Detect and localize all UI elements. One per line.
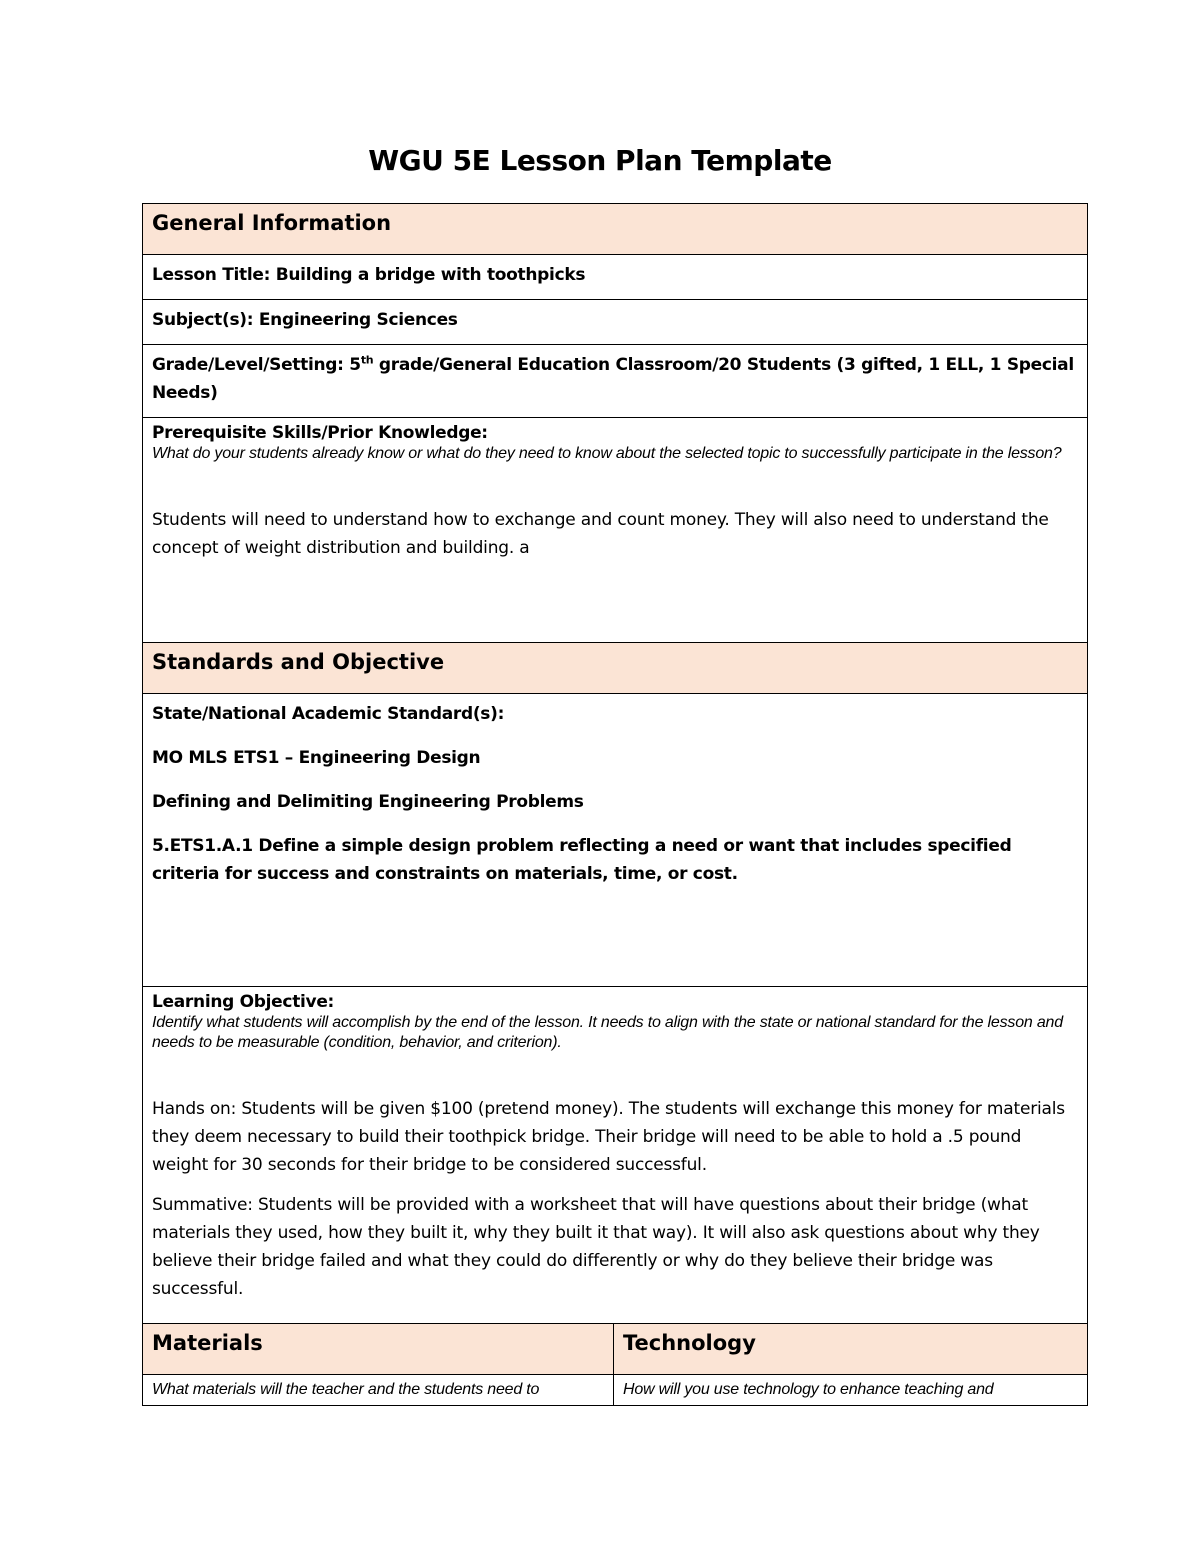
grade-level-field	[152, 355, 1074, 403]
materials-prompt: What materials will the teacher and the students need to	[152, 1381, 540, 1398]
grade-level-prefix: Grade/Level/Setting: 5	[152, 355, 361, 375]
prerequisite-row	[143, 418, 1088, 643]
standard-defining-problems: Defining and Delimiting Engineering Problems	[152, 792, 584, 812]
lesson-title-row	[143, 255, 1088, 300]
prerequisite-answer: Students will need to understand how to exchange and count money. They will also need to understand the concept of weight distribution and building. a	[152, 510, 1049, 558]
subjects-row	[143, 300, 1088, 345]
summative-assessment: Summative: Students will be provided with a worksheet that will have questions about their bridge (what materials they used, how they built it, why they built it that way). It will also ask questions about why they believe their bridge failed and what they could do differently or why do they believe their bridge was successful.	[152, 1195, 1040, 1299]
subjects-field: Subject(s): Engineering Sciences	[152, 310, 458, 330]
lesson-plan-table	[142, 203, 1088, 1406]
grade-level-row	[143, 345, 1088, 418]
materials-heading: Materials	[143, 1324, 614, 1375]
materials-technology-prompt-row	[143, 1375, 1088, 1406]
prerequisite-label: Prerequisite Skills/Prior Knowledge:	[152, 423, 488, 443]
learning-objective-label: Learning Objective:	[152, 992, 335, 1012]
general-information-header-row	[143, 204, 1088, 255]
materials-technology-header-row	[143, 1324, 1088, 1375]
standards-header-row	[143, 643, 1088, 694]
lesson-title-field: Lesson Title: Building a bridge with toothpicks	[152, 265, 586, 285]
technology-prompt: How will you use technology to enhance teaching and	[623, 1381, 994, 1398]
page-title: WGU 5E Lesson Plan Template	[368, 144, 832, 177]
standards-heading: Standards and Objective	[143, 643, 1088, 694]
hands-on-assessment: Hands on: Students will be given $100 (pretend money). The students will exchange this money for materials they deem necessary to build their toothpick bridge. Their bridge will need to be able to hold a .5 pound weight for 30 seconds for their bridge to be considered successful.	[152, 1099, 1065, 1175]
grade-level-superscript: th	[360, 353, 374, 367]
grade-level-rest: grade/General Education Classroom/20 Students (3 gifted, 1 ELL, 1 Special Needs)	[152, 355, 1074, 403]
standards-label: State/National Academic Standard(s):	[152, 704, 505, 724]
learning-objective-row	[143, 987, 1088, 1324]
prerequisite-prompt: What do your students already know or what do they need to know about the selected topic to successfully participate in the lesson?	[152, 445, 1062, 462]
standards-row	[143, 694, 1088, 987]
learning-objective-prompt: Identify what students will accomplish by the end of the lesson. It needs to align with the state or national standard for the lesson and needs to be measurable (condition, behavior, and criterion).	[152, 1014, 1063, 1051]
standard-5-ets1-a-1: 5.ETS1.A.1 Define a simple design problem reflecting a need or want that includes specified criteria for success and constraints on materials, time, or cost.	[152, 836, 1012, 884]
technology-heading: Technology	[614, 1324, 1088, 1375]
general-information-heading: General Information	[143, 204, 1088, 255]
standard-engineering-design: MO MLS ETS1 – Engineering Design	[152, 748, 481, 768]
